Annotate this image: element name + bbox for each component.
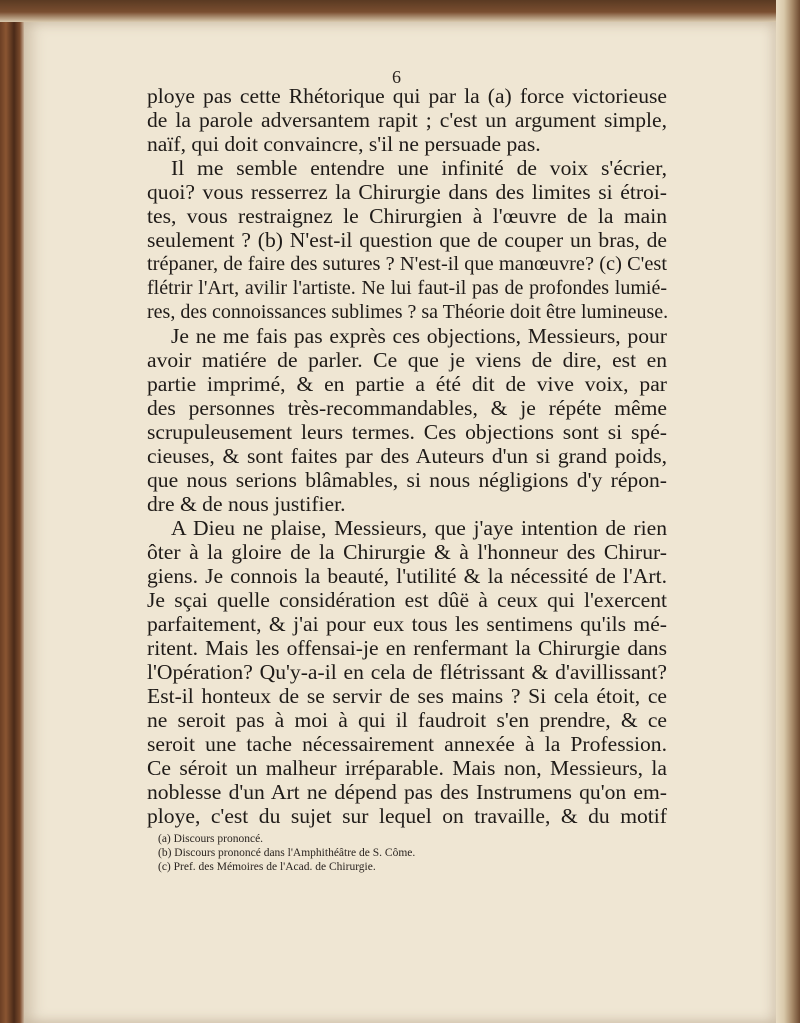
text-line: Je sçai quelle considération est dûë à ceux qui l'exercent xyxy=(147,588,667,612)
text-line: seroit une tache nécessairement annexée à la Profession. xyxy=(147,732,667,756)
text-line: l'Opération? Qu'y-a-il en cela de flétrissant & d'avillissant? xyxy=(147,660,667,684)
footnote: (c) Pref. des Mémoires de l'Acad. de Chirurgie. xyxy=(158,861,376,873)
page-number: 6 xyxy=(392,67,401,87)
text-line: de la parole adversantem rapit ; c'est un argument simple, xyxy=(147,108,667,132)
body-text xyxy=(147,84,667,828)
text-line: Est-il honteux de se servir de ses mains ? Si cela étoit, ce xyxy=(147,684,667,708)
text-line: giens. Je connois la beauté, l'utilité & la nécessité de l'Art. xyxy=(147,564,667,588)
page-edge xyxy=(776,0,800,1023)
text-line: que nous serions blâmables, si nous négligions d'y répon- xyxy=(147,468,667,492)
text-line: flétrir l'Art, avilir l'artiste. Ne lui faut-il pas de profondes lumié- xyxy=(147,277,667,299)
text-line: Il me semble entendre une infinité de voix s'écrier, xyxy=(171,156,667,180)
text-line: Ce séroit un malheur irréparable. Mais non, Messieurs, la xyxy=(147,756,667,780)
text-line: cieuses, & sont faites par des Auteurs d'un si grand poids, xyxy=(147,444,667,468)
text-line: ploye pas cette Rhétorique qui par la (a) force victorieuse xyxy=(147,84,667,108)
text-line: naïf, qui doit convaincre, s'il ne persuade pas. xyxy=(147,132,541,156)
text-line: Je ne me fais pas exprès ces objections, Messieurs, pour xyxy=(171,324,667,348)
text-line: dre & de nous justifier. xyxy=(147,492,346,516)
text-line: scrupuleusement leurs termes. Ces objections sont si spé- xyxy=(147,420,667,444)
footnotes xyxy=(158,832,415,874)
footnote: (b) Discours prononcé dans l'Amphithéâtre de S. Côme. xyxy=(158,847,416,859)
text-line: noblesse d'un Art ne dépend pas des Instrumens qu'on em- xyxy=(147,780,667,804)
text-line: ôter à la gloire de la Chirurgie & à l'honneur des Chirur- xyxy=(147,540,667,564)
text-line: ne seroit pas à moi à qui il faudroit s'en prendre, & ce xyxy=(147,708,667,732)
text-line: seulement ? (b) N'est-il question que de couper un bras, de xyxy=(147,228,667,252)
text-line: ritent. Mais les offensai-je en renfermant la Chirurgie dans xyxy=(147,636,667,660)
footnote: (a) Discours prononcé. xyxy=(158,833,264,845)
text-line: ploye, c'est du sujet sur lequel on travaille, & du motif xyxy=(147,804,667,828)
text-line: res, des connoissances sublimes ? sa Théorie doit être lumineuse. xyxy=(147,301,669,323)
text-line: avoir matiére de parler. Ce que je viens de dire, est en xyxy=(147,348,667,372)
text-line: tes, vous restraignez le Chirurgien à l'œuvre de la main xyxy=(147,204,667,228)
text-line: trépaner, de faire des sutures ? N'est-il que manœuvre? (c) C'est xyxy=(147,253,667,275)
book-top-edge xyxy=(0,0,800,22)
text-line: quoi? vous resserrez la Chirurgie dans des limites si étroi- xyxy=(147,180,667,204)
text-line: parfaitement, & j'ai pour eux tous les sentimens qu'ils mé- xyxy=(147,612,667,636)
text-line: partie imprimé, & en partie a été dit de vive voix, par xyxy=(147,372,667,396)
text-line: des personnes très-recommandables, & je répéte même xyxy=(147,396,667,420)
text-line: A Dieu ne plaise, Messieurs, que j'aye intention de rien xyxy=(171,516,667,540)
